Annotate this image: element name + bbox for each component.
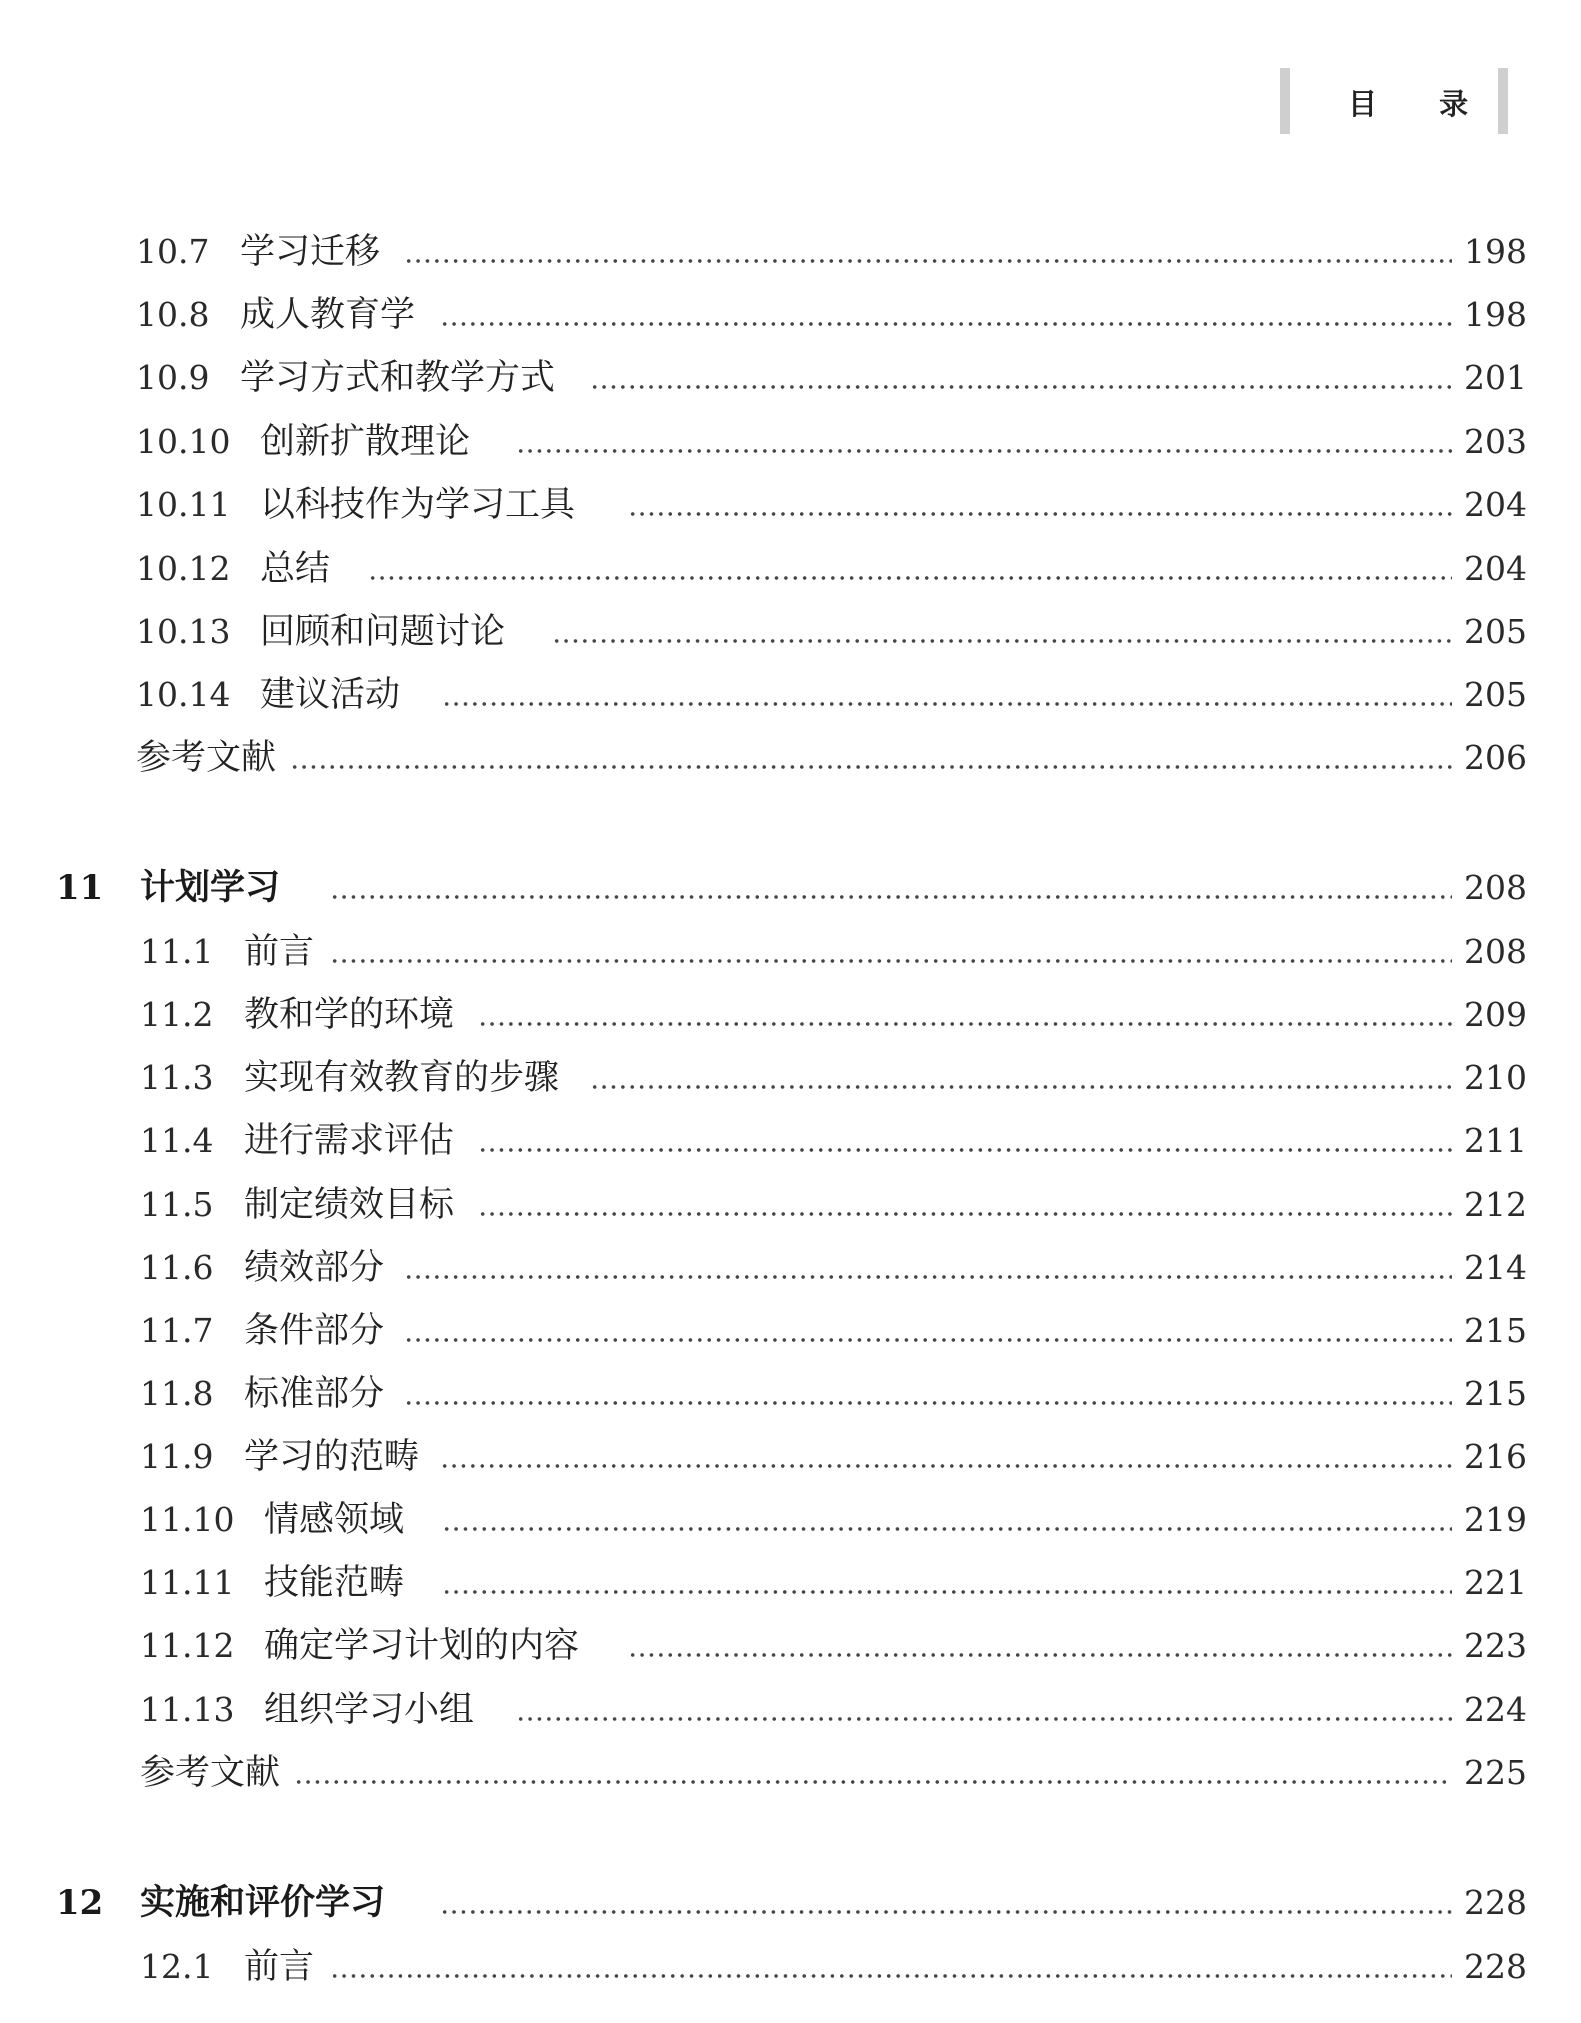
toc-entry-10-13[interactable]	[0, 608, 1581, 656]
toc-title: 绩效部分	[244, 1248, 385, 1288]
toc-title: 学习的范畴	[244, 1437, 420, 1477]
toc-entry-11-5[interactable]	[0, 1181, 1581, 1229]
toc-leader-dots	[590, 1084, 1452, 1090]
toc-entry-11-2[interactable]	[0, 991, 1581, 1039]
toc-title: 技能范畴	[264, 1563, 405, 1603]
toc-number: 10.12	[136, 549, 231, 588]
toc-leader-dots	[294, 1779, 1452, 1785]
toc-entry-references-11[interactable]	[0, 1749, 1581, 1797]
toc-page-number: 211	[1464, 1121, 1527, 1160]
chapter-title: 实施和评价学习	[140, 1883, 386, 1923]
toc-number: 10.9	[136, 358, 210, 397]
header-right-bar	[1498, 68, 1508, 134]
toc-number: 11.5	[140, 1185, 214, 1224]
toc-entry-11-6[interactable]	[0, 1244, 1581, 1292]
toc-leader-dots	[404, 1337, 1452, 1343]
toc-title: 制定绩效目标	[244, 1185, 455, 1225]
toc-leader-dots	[440, 321, 1452, 327]
toc-number: 11.13	[140, 1690, 235, 1729]
toc-leader-dots	[368, 575, 1452, 581]
toc-entry-10-14[interactable]	[0, 671, 1581, 719]
toc-number: 11.7	[140, 1311, 214, 1350]
toc-title: 学习迁移	[240, 232, 381, 272]
toc-title: 建议活动	[260, 675, 401, 715]
toc-leader-dots	[628, 1652, 1452, 1658]
toc-leader-dots	[442, 701, 1452, 707]
toc-entry-11-12[interactable]	[0, 1622, 1581, 1670]
toc-leader-dots	[404, 1274, 1452, 1280]
toc-page-number: 216	[1464, 1437, 1527, 1476]
toc-number: 10.10	[136, 422, 231, 461]
toc-title: 回顾和问题讨论	[260, 612, 506, 652]
toc-title: 前言	[244, 932, 315, 972]
toc-title: 标准部分	[244, 1374, 385, 1414]
toc-leader-dots	[404, 1400, 1452, 1406]
toc-title: 学习方式和教学方式	[240, 358, 556, 398]
toc-entry-12-1[interactable]	[0, 1943, 1581, 1991]
toc-title: 创新扩散理论	[260, 422, 471, 462]
toc-chapter-12[interactable]	[0, 1879, 1581, 1927]
toc-page-number: 215	[1464, 1374, 1527, 1413]
toc-number: 11.2	[140, 995, 214, 1034]
toc-page-number: 203	[1464, 422, 1527, 461]
toc-leader-dots	[478, 1211, 1452, 1217]
toc-page-number: 198	[1464, 232, 1527, 271]
toc-entry-11-9[interactable]	[0, 1433, 1581, 1481]
toc-leader-dots	[516, 1716, 1452, 1722]
toc-entry-11-8[interactable]	[0, 1370, 1581, 1418]
toc-chapter-11[interactable]	[0, 864, 1581, 912]
toc-number: 11.1	[140, 932, 214, 971]
toc-leader-dots	[478, 1021, 1452, 1027]
toc-page-number: 224	[1464, 1690, 1527, 1729]
toc-page-number: 205	[1464, 612, 1527, 651]
chapter-number: 12	[56, 1883, 104, 1923]
toc-number: 11.11	[140, 1563, 235, 1602]
toc-number: 10.13	[136, 612, 231, 651]
toc-leader-dots	[330, 958, 1452, 964]
toc-leader-dots	[628, 511, 1452, 517]
toc-page-number: 219	[1464, 1500, 1527, 1539]
toc-page-number: 208	[1464, 868, 1527, 907]
toc-page-number: 215	[1464, 1311, 1527, 1350]
toc-number: 10.8	[136, 295, 210, 334]
toc-entry-11-4[interactable]	[0, 1117, 1581, 1165]
toc-leader-dots	[552, 638, 1452, 644]
toc-entry-10-12[interactable]	[0, 545, 1581, 593]
chapter-title: 计划学习	[140, 868, 281, 908]
toc-number: 11.10	[140, 1500, 235, 1539]
toc-title: 以科技作为学习工具	[260, 485, 576, 525]
toc-number: 12.1	[140, 1947, 214, 1986]
toc-number: 10.11	[136, 485, 231, 524]
toc-number: 11.8	[140, 1374, 214, 1413]
toc-leader-dots	[442, 1589, 1452, 1595]
toc-page-number: 208	[1464, 932, 1527, 971]
toc-page-number: 205	[1464, 675, 1527, 714]
toc-number: 11.9	[140, 1437, 214, 1476]
toc-page-number: 198	[1464, 295, 1527, 334]
toc-leader-dots	[404, 258, 1452, 264]
running-header-title: 目 录	[1348, 87, 1495, 121]
toc-leader-dots	[478, 1147, 1452, 1153]
toc-entry-11-13[interactable]	[0, 1686, 1581, 1734]
toc-leader-dots	[290, 764, 1452, 770]
toc-entry-10-10[interactable]	[0, 418, 1581, 466]
toc-page-number: 214	[1464, 1248, 1527, 1287]
toc-leader-dots	[442, 1526, 1452, 1532]
toc-entry-11-7[interactable]	[0, 1307, 1581, 1355]
chapter-number: 11	[56, 868, 104, 908]
toc-entry-references-10[interactable]	[0, 734, 1581, 782]
toc-leader-dots	[590, 384, 1452, 390]
toc-number: 11.6	[140, 1248, 214, 1287]
toc-entry-11-11[interactable]	[0, 1559, 1581, 1607]
toc-page-number: 221	[1464, 1563, 1527, 1602]
toc-title: 成人教育学	[240, 295, 416, 335]
toc-number: 11.12	[140, 1626, 235, 1665]
toc-number: 11.4	[140, 1121, 214, 1160]
toc-number: 10.14	[136, 675, 231, 714]
toc-title: 条件部分	[244, 1311, 385, 1351]
toc-entry-11-3[interactable]	[0, 1054, 1581, 1102]
toc-title: 参考文献	[140, 1753, 281, 1793]
toc-page-number: 206	[1464, 738, 1527, 777]
toc-title: 教和学的环境	[244, 995, 455, 1035]
toc-title: 总结	[260, 549, 331, 589]
toc-entry-11-10[interactable]	[0, 1496, 1581, 1544]
toc-entry-10-11[interactable]	[0, 481, 1581, 529]
running-header	[1280, 68, 1508, 134]
toc-title: 组织学习小组	[264, 1690, 475, 1730]
toc-leader-dots	[440, 1909, 1452, 1915]
toc-page-number: 210	[1464, 1058, 1527, 1097]
toc-title: 实现有效教育的步骤	[244, 1058, 560, 1098]
toc-entry-10-7[interactable]	[0, 228, 1581, 276]
toc-title: 确定学习计划的内容	[264, 1626, 580, 1666]
toc-page-number: 204	[1464, 485, 1527, 524]
toc-entry-11-1[interactable]	[0, 928, 1581, 976]
toc-entry-10-8[interactable]	[0, 291, 1581, 339]
toc-page-number: 225	[1464, 1753, 1527, 1792]
toc-leader-dots	[516, 448, 1452, 454]
toc-title: 进行需求评估	[244, 1121, 455, 1161]
toc-page-number: 201	[1464, 358, 1527, 397]
toc-title: 情感领域	[264, 1500, 405, 1540]
toc-title: 参考文献	[136, 738, 277, 778]
toc-number: 10.7	[136, 232, 210, 271]
header-left-bar	[1280, 68, 1290, 134]
toc-leader-dots	[330, 1973, 1452, 1979]
toc-leader-dots	[440, 1463, 1452, 1469]
toc-page-number: 209	[1464, 995, 1527, 1034]
toc-entry-10-9[interactable]	[0, 354, 1581, 402]
toc-leader-dots	[330, 894, 1452, 900]
toc-page-number: 212	[1464, 1185, 1527, 1224]
toc-title: 前言	[244, 1947, 315, 1987]
toc-page-number: 223	[1464, 1626, 1527, 1665]
toc-page-number: 228	[1464, 1883, 1527, 1922]
toc-number: 11.3	[140, 1058, 214, 1097]
toc-page-number: 228	[1464, 1947, 1527, 1986]
toc-page-number: 204	[1464, 549, 1527, 588]
